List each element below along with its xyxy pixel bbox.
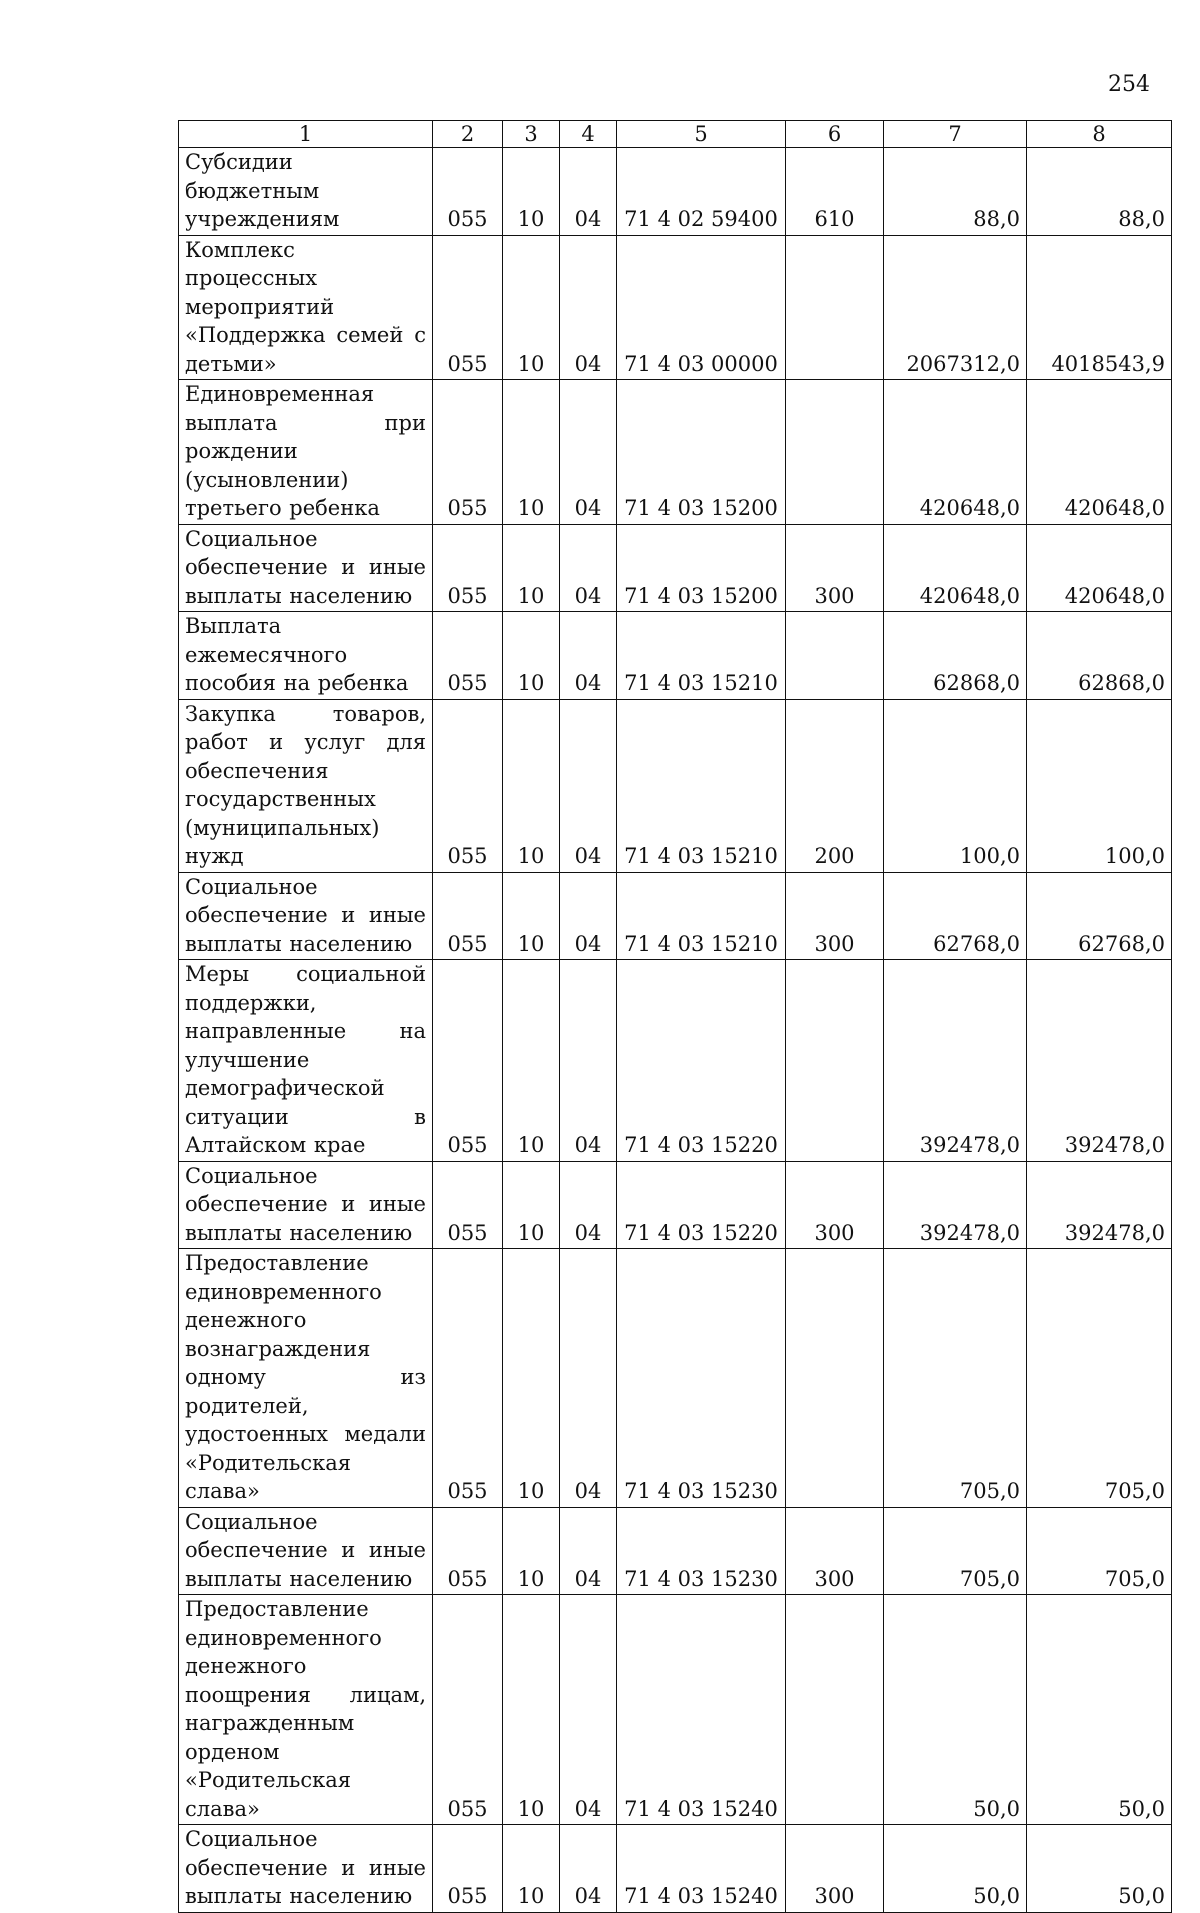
cell-amount-8: 705,0 — [1027, 1507, 1172, 1595]
cell-section: 10 — [503, 1595, 560, 1825]
cell-target-article: 71 4 03 15220 — [617, 1161, 786, 1249]
cell-amount-7: 420648,0 — [884, 380, 1027, 525]
cell-expense-type: 300 — [786, 1507, 884, 1595]
budget-table — [178, 120, 1172, 1913]
cell-ministry-code: 055 — [433, 960, 503, 1162]
cell-subsection: 04 — [560, 612, 617, 700]
cell-expense-type: 200 — [786, 699, 884, 872]
cell-section: 10 — [503, 1249, 560, 1508]
cell-target-article: 71 4 03 15210 — [617, 872, 786, 960]
row-name: Выплата ежемесячного пособия на ребенка — [179, 612, 433, 700]
cell-expense-type — [786, 1595, 884, 1825]
cell-amount-7: 420648,0 — [884, 524, 1027, 612]
row-name: Единовременная выплата при рождении (усыновлении) третьего ребенка — [179, 380, 433, 525]
table-row — [179, 1507, 1172, 1595]
table-row — [179, 1825, 1172, 1913]
cell-ministry-code: 055 — [433, 1825, 503, 1913]
column-header: 4 — [560, 121, 617, 148]
cell-subsection: 04 — [560, 1825, 617, 1913]
table-row — [179, 148, 1172, 236]
row-name: Предоставление единовременного денежного поощрения лицам, награжденным орденом «Родительская слава» — [179, 1595, 433, 1825]
cell-section: 10 — [503, 1507, 560, 1595]
cell-target-article: 71 4 03 15240 — [617, 1825, 786, 1913]
cell-amount-8: 62768,0 — [1027, 872, 1172, 960]
cell-ministry-code: 055 — [433, 235, 503, 380]
cell-ministry-code: 055 — [433, 612, 503, 700]
row-name: Закупка товаров, работ и услуг для обеспечения государственных (муниципальных) нужд — [179, 699, 433, 872]
cell-amount-8: 392478,0 — [1027, 1161, 1172, 1249]
cell-amount-7: 50,0 — [884, 1595, 1027, 1825]
column-header: 8 — [1027, 121, 1172, 148]
cell-target-article: 71 4 03 15230 — [617, 1507, 786, 1595]
column-header: 2 — [433, 121, 503, 148]
cell-expense-type — [786, 960, 884, 1162]
cell-amount-7: 2067312,0 — [884, 235, 1027, 380]
page-number: 254 — [1108, 72, 1150, 97]
cell-target-article: 71 4 03 00000 — [617, 235, 786, 380]
cell-ministry-code: 055 — [433, 1595, 503, 1825]
table-row — [179, 872, 1172, 960]
table-row — [179, 960, 1172, 1162]
cell-ministry-code: 055 — [433, 524, 503, 612]
cell-expense-type — [786, 1249, 884, 1508]
row-name: Предоставление единовременного денежного вознаграждения одному из родителей, удостоенных медали «Родительская слава» — [179, 1249, 433, 1508]
cell-expense-type: 300 — [786, 872, 884, 960]
cell-ministry-code: 055 — [433, 1507, 503, 1595]
cell-amount-7: 392478,0 — [884, 960, 1027, 1162]
cell-section: 10 — [503, 1161, 560, 1249]
cell-amount-7: 62868,0 — [884, 612, 1027, 700]
cell-amount-8: 420648,0 — [1027, 380, 1172, 525]
cell-amount-8: 705,0 — [1027, 1249, 1172, 1508]
cell-subsection: 04 — [560, 524, 617, 612]
cell-expense-type: 300 — [786, 524, 884, 612]
row-name: Социальное обеспечение и иные выплаты населению — [179, 1507, 433, 1595]
table-row — [179, 1249, 1172, 1508]
cell-subsection: 04 — [560, 380, 617, 525]
cell-subsection: 04 — [560, 1249, 617, 1508]
cell-amount-8: 420648,0 — [1027, 524, 1172, 612]
cell-subsection: 04 — [560, 1161, 617, 1249]
cell-subsection: 04 — [560, 235, 617, 380]
cell-amount-8: 50,0 — [1027, 1825, 1172, 1913]
cell-expense-type — [786, 612, 884, 700]
cell-target-article: 71 4 03 15220 — [617, 960, 786, 1162]
cell-target-article: 71 4 02 59400 — [617, 148, 786, 236]
cell-subsection: 04 — [560, 1595, 617, 1825]
cell-target-article: 71 4 03 15200 — [617, 380, 786, 525]
cell-target-article: 71 4 03 15240 — [617, 1595, 786, 1825]
column-header: 5 — [617, 121, 786, 148]
cell-amount-8: 4018543,9 — [1027, 235, 1172, 380]
row-name: Субсидии бюджетным учреждениям — [179, 148, 433, 236]
table-row — [179, 235, 1172, 380]
cell-section: 10 — [503, 612, 560, 700]
row-name: Социальное обеспечение и иные выплаты населению — [179, 1825, 433, 1913]
cell-amount-8: 50,0 — [1027, 1595, 1172, 1825]
cell-section: 10 — [503, 148, 560, 236]
cell-amount-7: 705,0 — [884, 1507, 1027, 1595]
row-name: Меры социальной поддержки, направленные на улучшение демографической ситуации в Алтайском крае — [179, 960, 433, 1162]
cell-subsection: 04 — [560, 872, 617, 960]
cell-target-article: 71 4 03 15210 — [617, 699, 786, 872]
cell-subsection: 04 — [560, 960, 617, 1162]
row-name: Социальное обеспечение и иные выплаты населению — [179, 1161, 433, 1249]
cell-subsection: 04 — [560, 148, 617, 236]
row-name: Социальное обеспечение и иные выплаты населению — [179, 524, 433, 612]
cell-section: 10 — [503, 235, 560, 380]
cell-ministry-code: 055 — [433, 380, 503, 525]
cell-amount-7: 62768,0 — [884, 872, 1027, 960]
cell-expense-type — [786, 235, 884, 380]
cell-expense-type: 610 — [786, 148, 884, 236]
row-name: Комплекс процессных мероприятий «Поддержка семей с детьми» — [179, 235, 433, 380]
cell-target-article: 71 4 03 15230 — [617, 1249, 786, 1508]
cell-ministry-code: 055 — [433, 872, 503, 960]
cell-amount-7: 88,0 — [884, 148, 1027, 236]
cell-amount-8: 88,0 — [1027, 148, 1172, 236]
cell-ministry-code: 055 — [433, 148, 503, 236]
table-row — [179, 612, 1172, 700]
cell-section: 10 — [503, 524, 560, 612]
cell-section: 10 — [503, 699, 560, 872]
cell-section: 10 — [503, 380, 560, 525]
column-header: 6 — [786, 121, 884, 148]
cell-ministry-code: 055 — [433, 1161, 503, 1249]
cell-ministry-code: 055 — [433, 1249, 503, 1508]
table-row — [179, 524, 1172, 612]
row-name: Социальное обеспечение и иные выплаты населению — [179, 872, 433, 960]
cell-expense-type: 300 — [786, 1825, 884, 1913]
cell-section: 10 — [503, 960, 560, 1162]
cell-target-article: 71 4 03 15210 — [617, 612, 786, 700]
cell-amount-7: 50,0 — [884, 1825, 1027, 1913]
header-row — [179, 121, 1172, 148]
cell-amount-8: 100,0 — [1027, 699, 1172, 872]
cell-amount-8: 392478,0 — [1027, 960, 1172, 1162]
cell-section: 10 — [503, 1825, 560, 1913]
table-row — [179, 380, 1172, 525]
cell-target-article: 71 4 03 15200 — [617, 524, 786, 612]
cell-expense-type — [786, 380, 884, 525]
table-row — [179, 699, 1172, 872]
cell-expense-type: 300 — [786, 1161, 884, 1249]
cell-amount-8: 62868,0 — [1027, 612, 1172, 700]
cell-ministry-code: 055 — [433, 699, 503, 872]
cell-amount-7: 100,0 — [884, 699, 1027, 872]
column-header: 7 — [884, 121, 1027, 148]
column-header: 1 — [179, 121, 433, 148]
cell-section: 10 — [503, 872, 560, 960]
cell-subsection: 04 — [560, 699, 617, 872]
cell-amount-7: 392478,0 — [884, 1161, 1027, 1249]
column-header: 3 — [503, 121, 560, 148]
cell-amount-7: 705,0 — [884, 1249, 1027, 1508]
cell-subsection: 04 — [560, 1507, 617, 1595]
table-row — [179, 1161, 1172, 1249]
table-row — [179, 1595, 1172, 1825]
